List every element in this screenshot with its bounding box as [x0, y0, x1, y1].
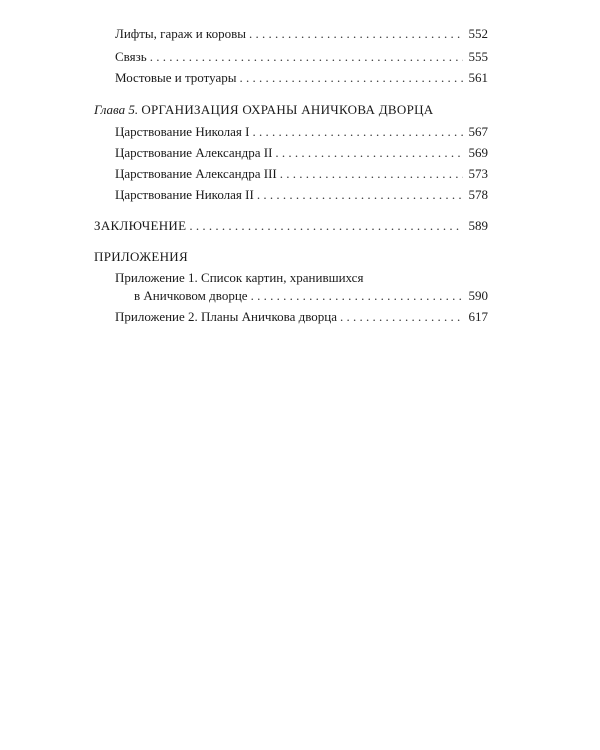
dot-leader: [275, 145, 463, 161]
toc-conclusion[interactable]: [94, 218, 488, 234]
toc-entry[interactable]: [115, 49, 488, 65]
toc-entry-label: Царствование Николая I: [115, 124, 250, 139]
toc-entry-page: 578: [468, 187, 488, 202]
dot-leader: [150, 49, 463, 65]
toc-entry[interactable]: [115, 187, 488, 203]
dot-leader: [280, 166, 463, 182]
toc-entry-page: 573: [468, 166, 488, 181]
toc-entry-page: 590: [468, 288, 488, 303]
dot-leader: [251, 288, 463, 304]
toc-entry-label: Царствование Николая II: [115, 187, 254, 202]
toc-entry-label: Лифты, гараж и коровы: [115, 26, 246, 41]
toc-entry-label: Царствование Александра III: [115, 166, 277, 181]
toc-entry-page: 569: [468, 145, 488, 160]
dot-leader: [340, 309, 463, 325]
chapter-heading[interactable]: [94, 102, 434, 118]
toc-entry[interactable]: [115, 309, 488, 325]
dot-leader: [239, 70, 463, 86]
appendices-heading[interactable]: [94, 249, 188, 265]
toc-entry[interactable]: [115, 166, 488, 182]
toc-entry-label: в Аничковом дворце: [134, 288, 248, 303]
toc-entry[interactable]: [115, 124, 488, 140]
dot-leader: [249, 26, 463, 42]
toc-entry-label: ЗАКЛЮЧЕНИЕ: [94, 218, 187, 233]
toc-entry-page: 567: [468, 124, 488, 139]
toc-entry-label: Мостовые и тротуары: [115, 70, 237, 85]
appendix-1-line1[interactable]: [115, 270, 363, 286]
toc-entry-label: Приложение 1. Список картин, хранившихся: [115, 270, 364, 285]
toc-entry-page: 617: [468, 309, 488, 324]
appendices-title: ПРИЛОЖЕНИЯ: [94, 249, 188, 264]
toc-entry-label: Приложение 2. Планы Аничкова дворца: [115, 309, 337, 324]
toc-entry-page: 555: [468, 49, 488, 64]
toc-entry-page: 589: [468, 218, 488, 233]
chapter-title: ОРГАНИЗАЦИЯ ОХРАНЫ АНИЧКОВА ДВОРЦА: [141, 102, 434, 117]
toc-entry[interactable]: [115, 26, 488, 42]
dot-leader: [257, 187, 463, 203]
toc-entry-page: 552: [468, 26, 488, 41]
toc-entry-label: Царствование Александра II: [115, 145, 273, 160]
dot-leader: [252, 124, 463, 140]
toc-entry-label: Связь: [115, 49, 147, 64]
toc-entry-page: 561: [468, 70, 488, 85]
toc-entry[interactable]: [134, 288, 488, 304]
dot-leader: [189, 218, 463, 234]
toc-entry[interactable]: [115, 70, 488, 86]
chapter-prefix: Глава 5.: [94, 102, 139, 117]
toc-entry[interactable]: [115, 145, 488, 161]
